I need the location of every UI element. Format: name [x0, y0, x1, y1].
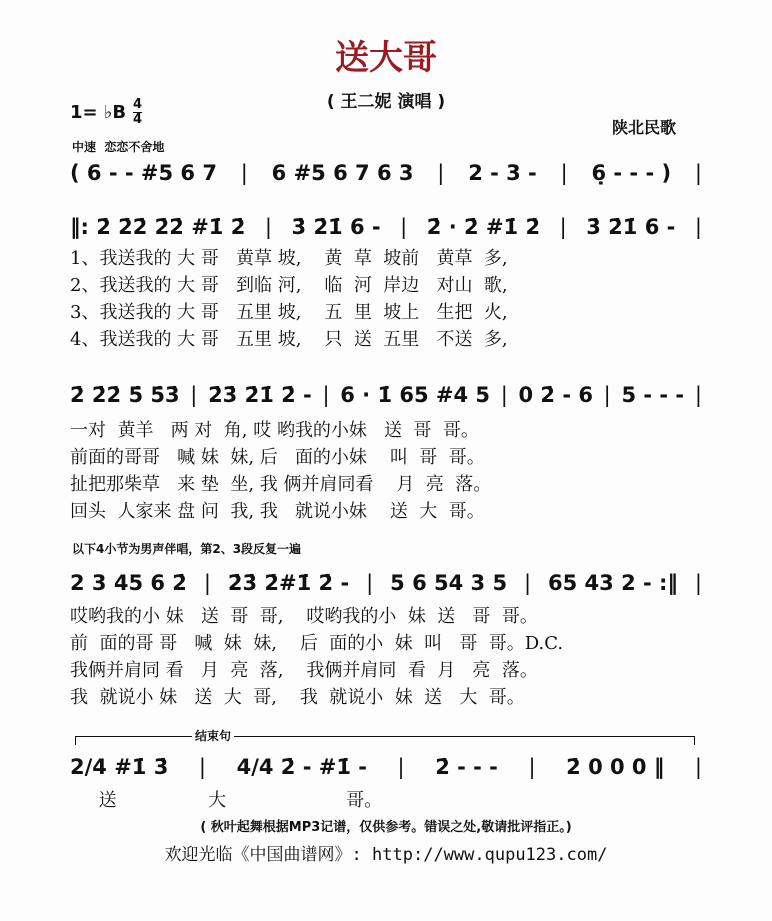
lyric-line: 前面的哥哥 喊 妹 妹, 后 面的小妹 叫 哥 哥。 — [70, 447, 485, 468]
barline: | — [190, 383, 198, 407]
measure: 2̇3̇ 2̇1̇ 2̇ - — [208, 383, 312, 407]
lyric-line: 一对 黄羊 两 对 角, 哎 哟我的小妹 送 哥 哥。 — [70, 420, 479, 441]
song-origin: 陕北民歌 — [612, 118, 677, 137]
measure: 3̇ 2̇1̇ 6 - — [586, 215, 676, 239]
barline: | — [559, 215, 567, 239]
lyric-line: 送 大 哥。 — [70, 790, 383, 811]
notation-row — [70, 382, 702, 408]
measure: 6̣ - - - ) — [591, 161, 672, 185]
lyric-line: 扯把那柴草 来 垫 坐, 我 俩并肩同看 月 亮 落。 — [70, 474, 492, 495]
lyric-line: 2、我送我的 大 哥 到临 河, 临 河 岸边 对山 歌, — [70, 275, 508, 296]
measure: 6 · 1̇ 65 #4 5 — [340, 383, 491, 407]
lyric-line: 我俩并肩同 看 月 亮 落, 我俩并肩同 看 月 亮 落。 — [70, 660, 538, 681]
ending-bracket — [75, 736, 695, 745]
meter-top: 4 — [133, 97, 143, 112]
meter-bottom: 4 — [133, 112, 143, 127]
barline: | — [694, 161, 702, 185]
performance-note: 以下4小节为男声伴唱，第2、3段反复一遍 — [72, 542, 302, 556]
measure: 2̇ - - - — [435, 755, 498, 779]
measure: 2̇3̇ 2̇#1̇ 2̇ - — [227, 571, 350, 595]
measure: 65 43 2 - :‖ — [548, 571, 678, 595]
footnote: ( 秋叶起舞根据MP3记谱，仅供参考。错误之处,敬请批评指正。) — [200, 820, 572, 835]
measure: 0 2̇ - 6 — [518, 383, 593, 407]
measure: 4/4 2̇ - #1̇ - — [236, 755, 367, 779]
barline: | — [240, 161, 248, 185]
measure: 2̇ 2̇2̇ 5̇ 5̇3̇ — [70, 383, 180, 407]
barline: | — [694, 383, 702, 407]
barline: | — [437, 161, 445, 185]
measure: 2 3 45 6 2̇ — [70, 571, 187, 595]
measure: 5 - - - — [621, 383, 685, 407]
ending-label: 结束句 — [192, 728, 234, 744]
barline: | — [264, 215, 272, 239]
barline: | — [603, 383, 611, 407]
barline: | — [528, 755, 536, 779]
key-signature: 1= ♭B — [70, 102, 127, 123]
notation-row — [70, 570, 702, 596]
barline: | — [400, 215, 408, 239]
lyric-line: 1、我送我的 大 哥 黄草 坡, 黄 草 坡前 黄草 多, — [70, 248, 508, 269]
barline: | — [694, 215, 702, 239]
barline: | — [203, 571, 211, 595]
measure: 2̇ · 2̇ #1̇ 2̇ — [426, 215, 541, 239]
notation-row — [70, 754, 702, 780]
website-credit[interactable]: 欢迎光临《中国曲谱网》: http://www.qupu123.com/ — [164, 845, 608, 865]
measure: 6 #5 6 7 6 3 — [271, 161, 414, 185]
barline: | — [500, 383, 508, 407]
lyric-line: 前 面的哥 哥 喊 妹 妹, 后 面的小 妹 叫 哥 哥。D.C. — [70, 633, 564, 654]
notation-row — [70, 160, 702, 186]
time-signature — [133, 98, 142, 127]
measure: 2/4 #1̇ 3̇ — [70, 755, 169, 779]
notation-row — [70, 214, 702, 240]
song-title: 送大哥 — [335, 38, 437, 78]
barline: | — [694, 571, 702, 595]
measure: 2̇ 0 0 0 ‖ — [566, 755, 665, 779]
measure: ‖: 2̇ 2̇2̇ 2̇2̇ #1̇ 2̇ — [70, 215, 246, 239]
measure: 5 6 54 3 5 — [390, 571, 508, 595]
barline: | — [694, 755, 702, 779]
barline: | — [560, 161, 568, 185]
lyric-line: 4、我送我的 大 哥 五里 坡, 只 送 五里 不送 多, — [70, 329, 508, 350]
lyric-line: 我 就说小 妹 送 大 哥, 我 就说小 妹 送 大 哥。 — [70, 687, 525, 708]
tempo-marking: 中速 恋恋不舍地 — [72, 140, 165, 154]
barline: | — [322, 383, 330, 407]
barline: | — [198, 755, 206, 779]
singer-credit: ( 王二妮 演唱 ) — [326, 92, 446, 112]
measure: ( 6 - - #5 6 7 — [70, 161, 217, 185]
barline: | — [524, 571, 532, 595]
barline: | — [397, 755, 405, 779]
measure: 3̇ 2̇1̇ 6 - — [291, 215, 381, 239]
lyric-line: 3、我送我的 大 哥 五里 坡, 五 里 坡上 生把 火, — [70, 302, 508, 323]
lyric-line: 哎哟我的小 妹 送 哥 哥, 哎哟我的小 妹 送 哥 哥。 — [70, 606, 538, 627]
barline: | — [366, 571, 374, 595]
lyric-line: 回头 人家来 盘 问 我, 我 就说小妹 送 大 哥。 — [70, 501, 485, 522]
measure: 2 - 3 - — [468, 161, 537, 185]
